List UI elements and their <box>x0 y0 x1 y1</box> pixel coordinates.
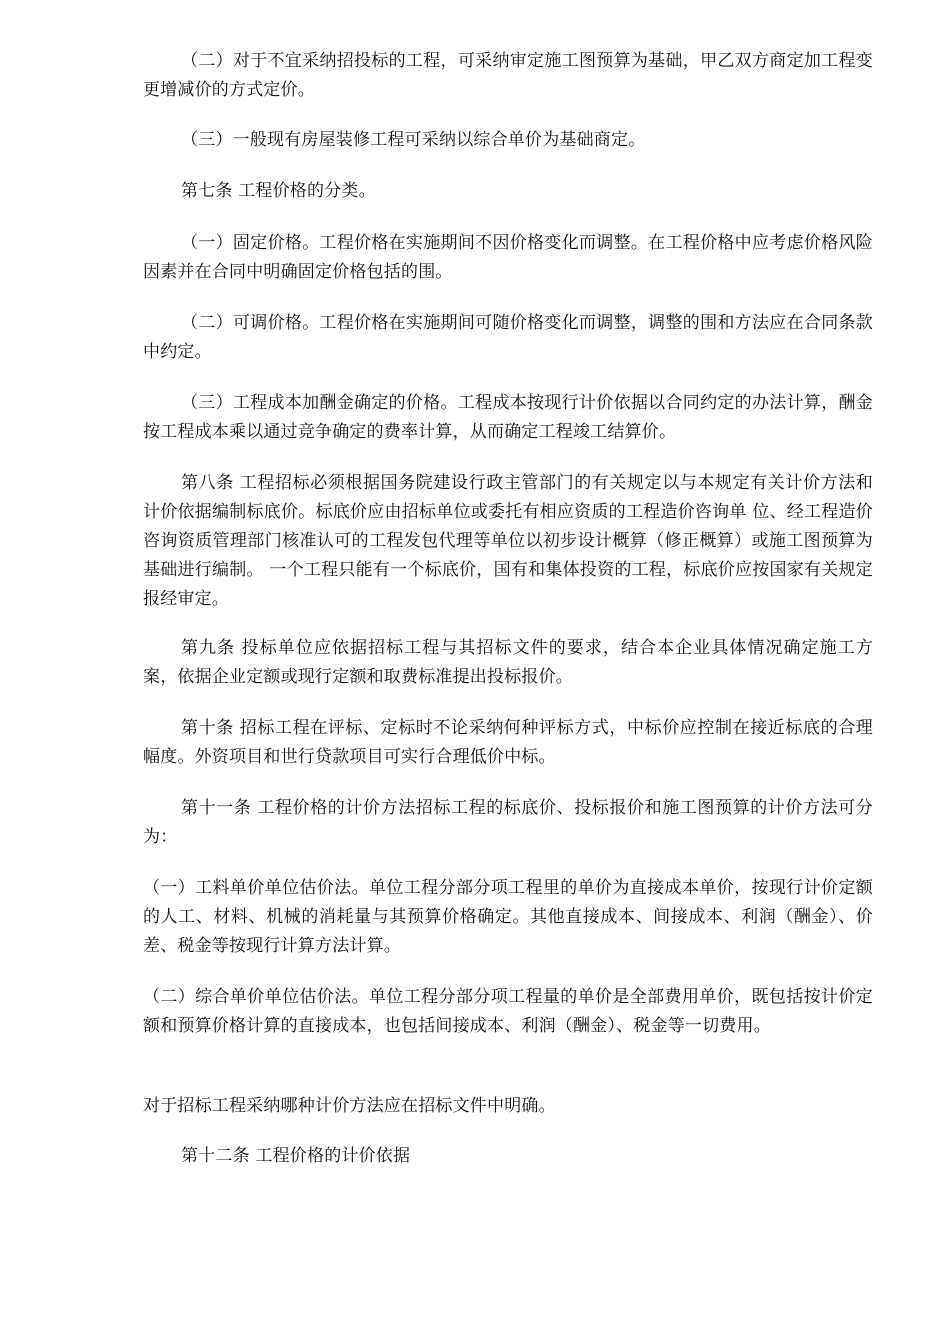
article-12-heading: 第十二条 工程价格的计价依据 <box>181 1146 411 1166</box>
article-9: 第九条 投标单位应依据招标工程与其招标文件的要求，结合本企业具体情况确定施工方案，依据企业定额或现行定额和取费标准提出投标报价。 <box>143 638 873 687</box>
paragraph-composite-price-method: （二）综合单价单位估价法。单位工程分部分项工程量的单价是全部费用单价，既包括按计价定额和预算价格计算的直接成本，也包括间接成本、利润（酬金）、税金等一切费用。 <box>143 987 873 1036</box>
article-8: 第八条 工程招标必须根据国务院建设行政主管部门的有关规定以与本规定有关计价方法和计价依据编制标底价。标底价应由招标单位或委托有相应资质的工程造价咨询单 位、经工程造价咨询资质管理部门核准认可的工程发包代理等单位以初步设计概算（修正概算）或施工图预算为基础进行编制。 一个工程只能有一个标底价，国有和集体投资的工程，标底价应按国家有关规定报经审定。 <box>143 473 873 609</box>
paragraph-fixed-price: （一）固定价格。工程价格在实施期间不因价格变化而调整。在工程价格中应考虑价格风险因素并在合同中明确固定价格包括的围。 <box>143 233 873 282</box>
paragraph-adjustable-price: （二）可调价格。工程价格在实施期间可随价格变化而调整，调整的围和方法应在合同条款中约定。 <box>143 313 873 362</box>
article-7-heading: 第七条 工程价格的分类。 <box>181 181 376 201</box>
paragraph-unit-price-method: （一）工料单价单位估价法。单位工程分部分项工程里的单价为直接成本单价，按现行计价定额的人工、材料、机械的消耗量与其预算价格确定。其他直接成本、间接成本、利润（酬金）、价差、税金等按现行计算方法计算。 <box>143 878 873 956</box>
paragraph-cost-plus-price: （三）工程成本加酬金确定的价格。工程成本按现行计价依据以合同约定的办法计算，酬金按工程成本乘以通过竞争确定的费率计算，从而确定工程竣工结算价。 <box>143 393 873 442</box>
paragraph-renovation-pricing: （三）一般现有房屋装修工程可采纳以综合单价为基础商定。 <box>181 130 646 150</box>
article-11: 第十一条 工程价格的计价方法招标工程的标底价、投标报价和施工图预算的计价方法可分为： <box>143 798 873 847</box>
article-10: 第十条 招标工程在评标、定标时不论采纳何种评标方式，中标价应控制在接近标底的合理幅度。外资项目和世行贷款项目可实行合理低价中标。 <box>143 718 873 767</box>
paragraph-method-specification: 对于招标工程采纳哪种计价方法应在招标文件中明确。 <box>143 1096 556 1116</box>
paragraph-bid-exemption-pricing: （二）对于不宜采纳招投标的工程，可采纳审定施工图预算为基础，甲乙双方商定加工程变更增减价的方式定价。 <box>143 51 873 100</box>
